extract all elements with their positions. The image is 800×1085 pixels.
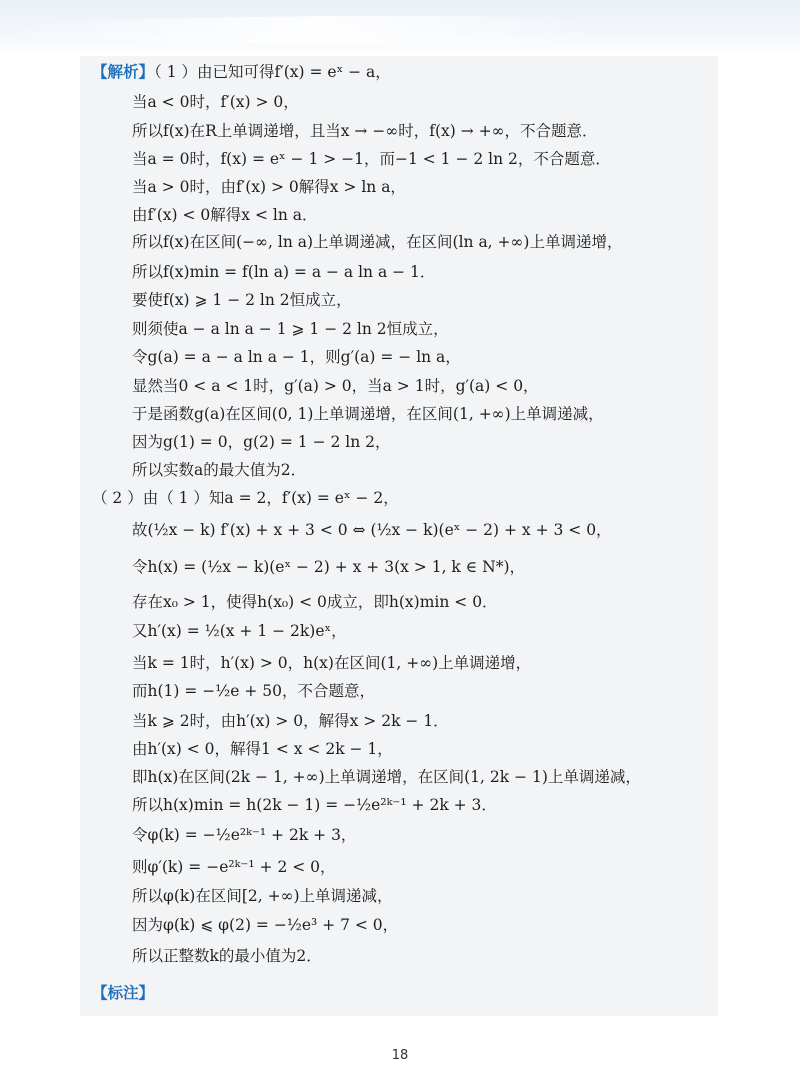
solution-line: 故(½x − k) f′(x) + x + 3 < 0 ⇔ (½x − k)(eˣ − 2) + x + 3 < 0， xyxy=(132,521,612,539)
page-number: 18 xyxy=(391,1048,409,1063)
solution-line: 当a = 0时，f(x) = eˣ − 1 > −1，而−1 < 1 − 2 ln 2，不合题意． xyxy=(132,150,611,168)
note-line xyxy=(92,982,154,1004)
header-wave-decoration xyxy=(0,16,800,44)
solution-panel xyxy=(80,56,718,1016)
solution-line: 则须使a − a ln a − 1 ⩾ 1 − 2 ln 2恒成立， xyxy=(132,320,449,338)
solution-line: 当k = 1时，h′(x) > 0，h(x)在区间(1, +∞)上单调递增， xyxy=(132,654,532,672)
solution-line: 当k ⩾ 2时，由h′(x) > 0，解得x > 2k − 1． xyxy=(132,712,449,730)
solution-line: 即h(x)在区间(2k − 1, +∞)上单调递增，在区间(1, 2k − 1)上单调递减， xyxy=(132,768,641,786)
solution-line: 由h′(x) < 0，解得1 < x < 2k − 1， xyxy=(132,740,393,758)
solution-line: （ 2 ）由（ 1 ）知a = 2，f′(x) = eˣ − 2， xyxy=(92,489,399,507)
part1-first-line xyxy=(92,61,391,83)
solution-line: 令g(a) = a − a ln a − 1，则g′(a) = − ln a， xyxy=(132,348,461,366)
solution-line: 而h(1) = −½e + 50，不合题意， xyxy=(132,682,376,700)
solution-line: 所以φ(k)在区间[2, +∞)上单调递减， xyxy=(132,887,393,905)
solution-line: 所以f(x)min = f(ln a) = a − a ln a − 1． xyxy=(132,263,436,281)
solution-line: 显然当0 < a < 1时，g′(a) > 0，当a > 1时，g′(a) < 0， xyxy=(132,377,539,395)
solution-line: 因为φ(k) ⩽ φ(2) = −½e³ + 7 < 0， xyxy=(132,916,399,934)
solution-line: 要使f(x) ⩾ 1 − 2 ln 2恒成立， xyxy=(132,291,352,309)
solution-line: 由f′(x) < 0解得x < ln a． xyxy=(132,206,318,224)
solution-line: 因为g(1) = 0，g(2) = 1 − 2 ln 2， xyxy=(132,433,391,451)
solution-line: 存在x₀ > 1，使得h(x₀) < 0成立，即h(x)min < 0． xyxy=(132,593,498,611)
solution-line: 则φ′(k) = −e²ᵏ⁻¹ + 2 < 0， xyxy=(132,858,336,876)
solution-line: 又h′(x) = ½(x + 1 − 2k)eˣ， xyxy=(132,622,347,640)
note-tag: 【标注】 xyxy=(92,984,155,1002)
solution-line: （ 1 ）由已知可得f′(x) = eˣ − a， xyxy=(154,63,391,81)
solution-line: 所以h(x)min = h(2k − 1) = −½e²ᵏ⁻¹ + 2k + 3． xyxy=(132,796,497,814)
solution-line: 当a < 0时，f′(x) > 0， xyxy=(132,93,299,111)
solution-line: 当a > 0时，由f′(x) > 0解得x > ln a， xyxy=(132,178,406,196)
solution-line: 于是函数g(a)在区间(0, 1)上单调递增，在区间(1, +∞)上单调递减， xyxy=(132,405,604,423)
solution-line: 所以实数a的最大值为2． xyxy=(132,461,307,479)
analysis-tag: 【解析】 xyxy=(92,63,155,81)
solution-line: 令φ(k) = −½e²ᵏ⁻¹ + 2k + 3， xyxy=(132,826,357,844)
solution-line: 令h(x) = (½x − k)(eˣ − 2) + x + 3(x > 1, k ∈ N*)， xyxy=(132,558,526,576)
solution-line: 所以正整数k的最小值为2． xyxy=(132,947,322,965)
header-band xyxy=(0,0,800,56)
solution-line: 所以f(x)在区间(−∞, ln a)上单调递减，在区间(ln a, +∞)上单调递增， xyxy=(132,233,623,251)
solution-line: 所以f(x)在R上单调递增，且当x → −∞时，f(x) → +∞，不合题意． xyxy=(132,122,598,140)
